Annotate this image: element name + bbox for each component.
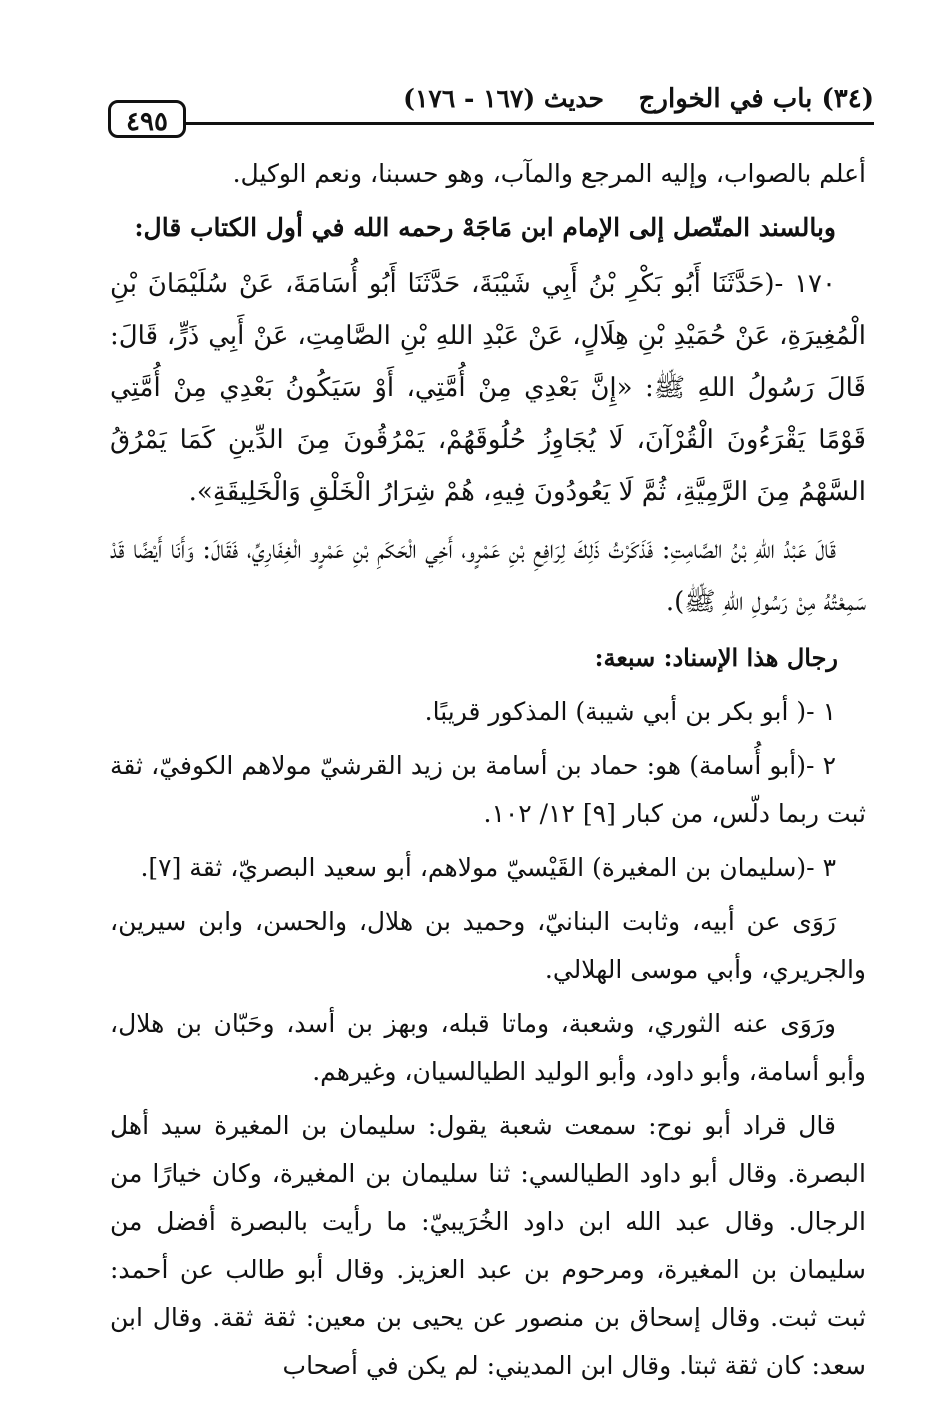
narrator-entry: ٣ -(سليمان بن المغيرة) القَيْسيّ مولاهم، أبو سعيد البصريّ، ثقة [٧]. [140, 853, 836, 882]
hadith-range: حديث (١٦٧ - ١٧٦) [403, 84, 604, 113]
isnad-intro: وبالسند المتّصل إلى الإمام ابن مَاجَهْ رحمه الله في أول الكتاب قال: [134, 213, 836, 242]
paragraph: ورَوَى عنه الثوري، وشعبة، وماتا قبله، وبهز بن أسد، وحَبّان بن هلال، وأبو أسامة، وأبو داود، وأبو الوليد الطيالسيان، وغيرهم. [110, 1009, 866, 1086]
page-header [108, 82, 874, 130]
body-text [110, 150, 866, 1396]
paragraph: قال قراد أبو نوح: سمعت شعبة يقول: سليمان بن المغيرة سيد أهل البصرة. وقال أبو داود الطيالسي: ثنا سليمان بن المغيرة، وكان خيارًا من الرجال. وقال عبد الله ابن داود الخُرَيبيّ: ما رأيت بالبصرة أفضل من سليمان بن المغيرة، ومرحوم بن عبد العزيز. وقال أبو طالب عن أحمد: ثبت ثبت. وقال إسحاق بن منصور عن يحيى بن معين: ثقة ثقة. وقال ابن سعد: كان ثقة ثبتا. وقال ابن المديني: لم يكن في أصحاب [110, 1111, 866, 1380]
hadith-addendum: قَالَ عَبْدُ اللهِ بْنُ الصَّامِتِ: فَذَكَرْتُ ذَلِكَ لِرَافِعِ بْنِ عَمْرٍو، أَخِي الْحَكَمِ بْنِ عَمْرٍو الْغِفَارِيِّ، فَقَالَ: وَأَنَا أَيْضًا قَدْ سَمِعْتُهُ مِنْ رَسُولِ اللهِ ﷺ). [110, 535, 866, 617]
header-rule [108, 122, 874, 125]
section-heading: رجال هذا الإسناد: سبعة: [594, 643, 838, 672]
page-number: ٤٩٥ [108, 100, 186, 138]
narrator-entry: ١ -( أبو بكر بن أبي شيبة) المذكور قريبًا. [424, 697, 836, 726]
narrator-entry: ٢ -(أبو أُسامة) هو: حماد بن أسامة بن زيد القرشيّ مولاهم الكوفيّ، ثقة ثبت ربما دلّس، من كبار [٩] ١٢/ ١٠٢. [110, 751, 866, 828]
paragraph: أعلم بالصواب، وإليه المرجع والمآب، وهو حسبنا، ونعم الوكيل. [232, 159, 866, 188]
hadith-text: ١٧٠ -(حَدَّثَنَا أَبُو بَكْرِ بْنُ أَبِي شَيْبَةَ، حَدَّثَنَا أَبُو أُسَامَةَ، عَنْ سُلَيْمَانَ بْنِ الْمُغِيرَةِ، عَنْ حُمَيْدِ بْنِ هِلَالٍ، عَنْ عَبْدِ اللهِ بْنِ الصَّامِتِ، عَنْ أَبِي ذَرٍّ، قَالَ: قَالَ رَسُولُ اللهِ ﷺ: «إِنَّ بَعْدِي مِنْ أُمَّتِي، أَوْ سَيَكُونُ بَعْدِي مِنْ أُمَّتِي قَوْمًا يَقْرَءُونَ الْقُرْآنَ، لَا يُجَاوِزُ حُلُوقَهُمْ، يَمْرُقُونَ مِنَ الدِّينِ كَمَا يَمْرُقُ السَّهْمُ مِنَ الرَّمِيَّةِ، ثُمَّ لَا يَعُودُونَ فِيهِ، هُمْ شِرَارُ الْخَلْقِ وَالْخَلِيقَةِ». [110, 269, 866, 507]
paragraph: رَوَى عن أبيه، وثابت البنانيّ، وحميد بن هلال، والحسن، وابن سيرين، والجريري، وأبي موسى الهلالي. [110, 907, 866, 984]
chapter-title: (٣٤) باب في الخوارج [638, 84, 874, 114]
